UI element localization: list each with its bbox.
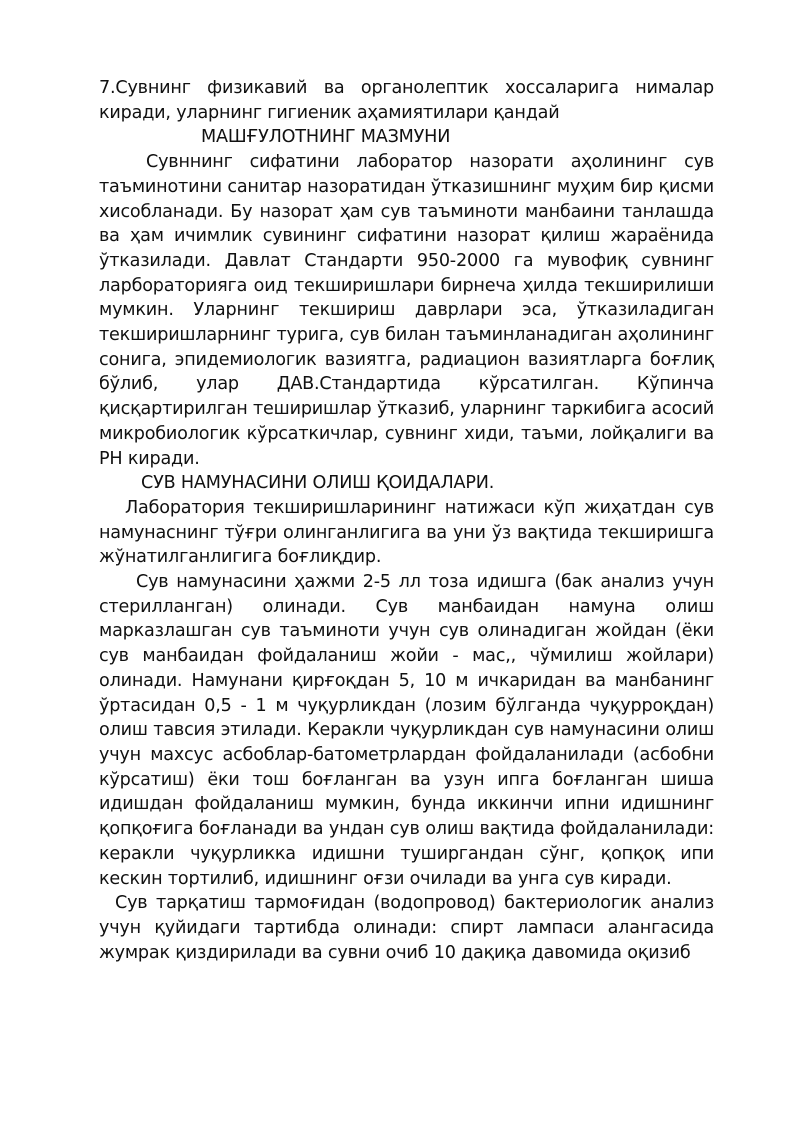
document-body (99, 76, 714, 965)
paragraph-sampling-importance: Лаборатория текширишларининг натижаси кўп жиҳатдан сув намунаснинг тўғри олинганлигига ва уни ўз вақтида текширишга жўнатилганлигига боғлиқдир. (99, 497, 714, 568)
section-heading-content: МАШҒУЛОТНИНГ МАЗМУНИ (201, 127, 451, 148)
paragraph-tap-sampling: Сув тарқатиш тармоғидан (водопровод) бактериологик анализ учун қуйидаги тартибда олинади: спирт лампаси алангасида жумрак қиздирилади ва сувни очиб 10 дақиқа давомида оқизиб (99, 893, 714, 963)
paragraph-lab-control: Сувннинг сифатини лаборатор назорати аҳолининг сув таъминотини санитар назоратидан ўтказишнинг муҳим бир қисми хисобланади. Бу назорат ҳам сув таъминоти манбаини танлашда ва ҳам ичимлик сувининг сифатини назорат қилиш жараёнида ўтказилади. Давлат Стандарти 950-2000 га мувофиқ сувнинг ларбораторияга оид текширишлари бирнеча ҳилда текширилиши мумкин. Уларнинг текшириш даврлари эса, ўтказиладиган текширишларнинг турига, сув билан таъминланадиган аҳолининг сонига, эпидемиологик вазиятга, радиацион вазиятларга боғлиқ бўлиб, улар ДАВ.Стандартида кўрсатилган. Кўпинча қисқартирилган теширишлар ўтказиб, уларнинг таркибига асосий микробиологик кўрсаткичлар, сувнинг хиди, таъми, лойқалиги ва РН киради. (99, 152, 714, 469)
section-heading-sampling: СУВ НАМУНАСИНИ ОЛИШ ҚОИДАЛАРИ. (141, 473, 495, 494)
paragraph-sample-volume: Сув намунасини ҳажми 2-5 лл тоза идишга (бак анализ учун стерилланган) олинади. Сув манбаидан намуна олиш марказлашган сув таъминоти учун сув олинадиган жойдан (ёки сув манбаидан фойдаланиш жойи - мас,, чўмилиш жойлари) олинади. Намунани қирғоқдан 5, 10 м ичкаридан ва манбанинг ўртасидан 0,5 - 1 м чуқурликдан (лозим бўлганда чуқурроқдан) олиш тавсия этилади. Керакли чуқурликдан сув намунасини олиш учун махсус асбоблар-батометрлардан фойдаланилади (асбобни кўрсатиш) ёки тош боғланган ва узун ипга боғланган шиша идишдан фойдаланиш мумкин, бунда иккинчи ипни идишнинг қопқоғига боғланади ва ундан сув олиш вақтида фойдаланилади: керакли чуқурликка идишни туширгандан сўнг, қопқоқ ипи кескин тортилиб, идишнинг оғзи очилади ва унга сув киради. (99, 572, 714, 889)
question-text: 7.Сувнинг физикавий ва органолептик хоссаларига нималар киради, уларнинг гигиеник аҳамиятилари қандай (99, 78, 714, 123)
